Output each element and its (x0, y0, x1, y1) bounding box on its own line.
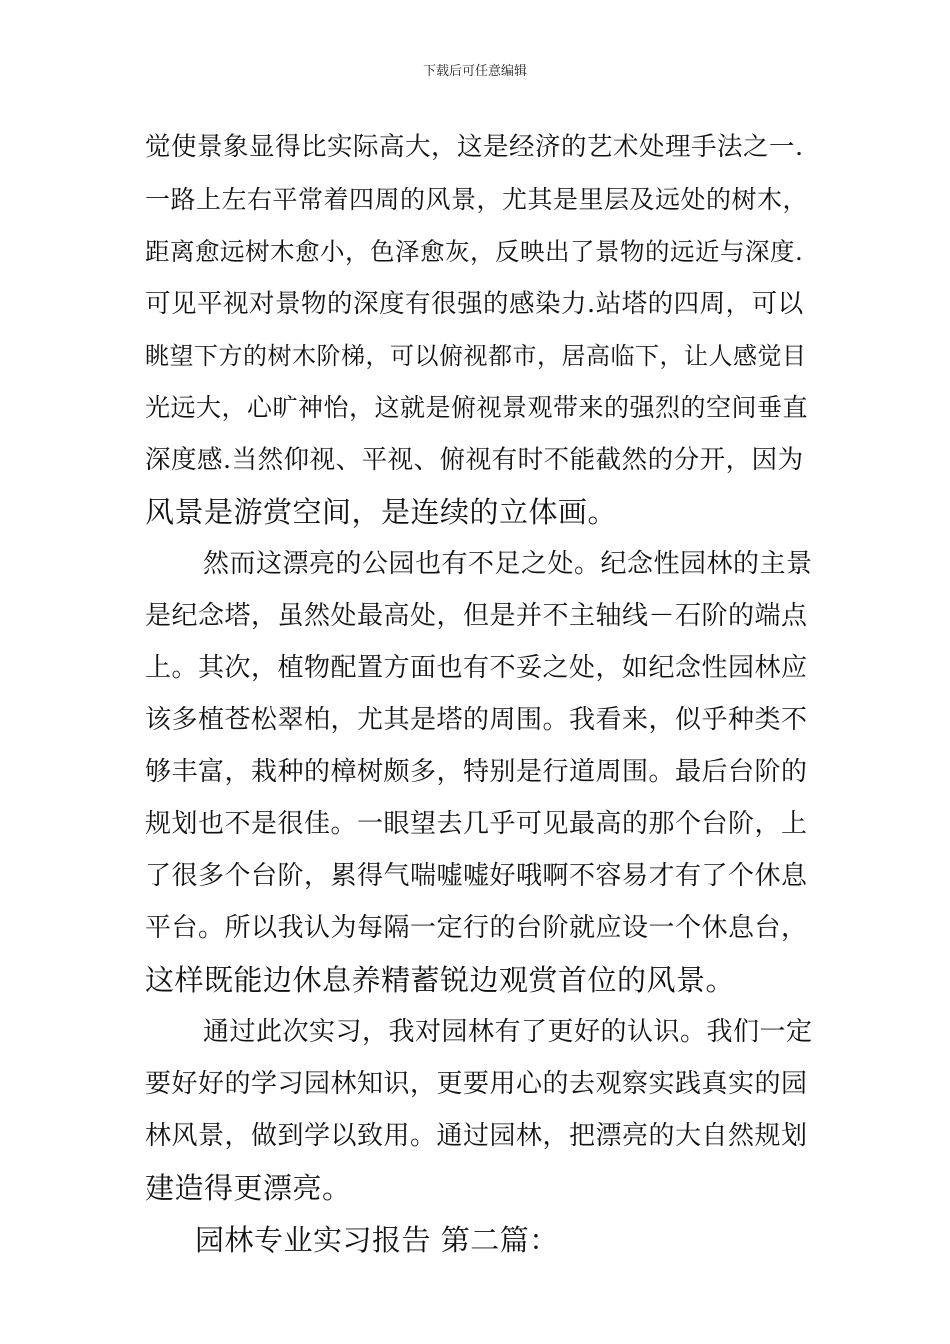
text-line: 深度感.当然仰视、平视、俯视有时不能截然的分开，因为 (145, 445, 804, 475)
text-line: 距离愈远树木愈小，色泽愈灰，反映出了景物的远近与深度. (145, 237, 804, 266)
text-line: 一路上左右平常着四周的风景，尤其是里层及远处的树木， (145, 185, 809, 214)
text-line: 建造得更漂亮。 (145, 1171, 352, 1205)
paragraph-first-line: 然而这漂亮的公园也有不足之处。纪念性园林的主景 (203, 549, 813, 579)
text-line: 该多植苍松翠柏，尤其是塔的周围。我看来，似乎种类不 (145, 705, 808, 735)
text-line: 林风景，做到学以致用。通过园林，把漂亮的大自然规划 (145, 1121, 808, 1151)
page-header-note: 下载后可任意编辑 (422, 64, 527, 79)
text-line: 是纪念塔，虽然处最高处，但是并不主轴线－石阶的端点 (145, 601, 808, 631)
text-line: 觉使景象显得比实际高大，这是经济的艺术处理手法之一. (145, 132, 804, 162)
text-line: 要好好的学习园林知识，更要用心的去观察实践真实的园 (145, 1069, 808, 1099)
section-heading: 园林专业实习报告 第二篇： (195, 1223, 559, 1257)
text-line: 规划也不是很佳。一眼望去几乎可见最高的那个台阶，上 (145, 809, 808, 839)
text-line: 光远大，心旷神怡，这就是俯视景观带来的强烈的空间垂直 (145, 393, 809, 422)
paragraph-first-line: 通过此次实习，我对园林有了更好的认识。我们一定 (203, 1017, 813, 1047)
text-line: 够丰富，栽种的樟树颇多，特别是行道周围。最后台阶的 (145, 757, 808, 787)
text-line: 上。其次，植物配置方面也有不妥之处，如纪念性园林应 (145, 653, 808, 683)
text-line: 这样既能边休息养精蓄锐边观赏首位的风景。 (145, 963, 736, 997)
text-line: 风景是游赏空间，是连续的立体画。 (145, 495, 618, 529)
text-line: 了很多个台阶，累得气喘嘘嘘好哦啊不容易才有了个休息 (145, 861, 808, 891)
text-line: 可见平视对景物的深度有很强的感染力.站塔的四周，可以 (145, 289, 804, 319)
text-line: 眺望下方的树木阶梯，可以俯视都市，居高临下，让人感觉目 (145, 342, 807, 370)
text-line: 平台。所以我认为每隔一定行的台阶就应设一个休息台， (145, 913, 808, 943)
